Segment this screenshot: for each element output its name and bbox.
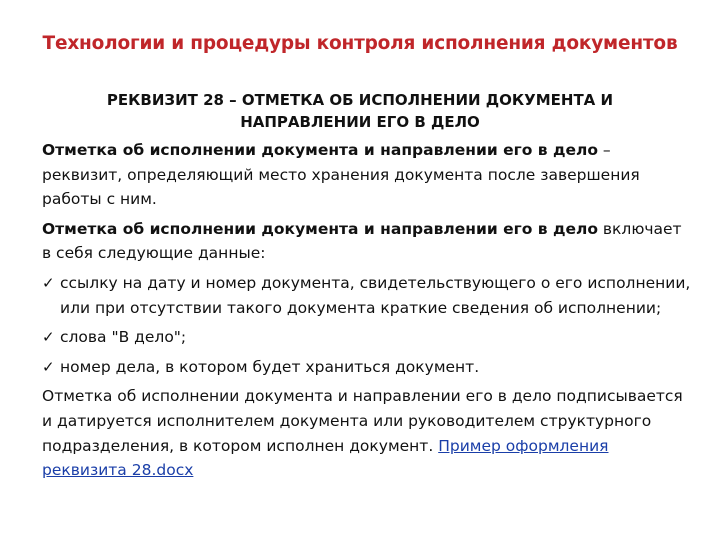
data-list	[42, 271, 694, 379]
section-heading-line-1: РЕКВИЗИТ 28 – ОТМЕТКА ОБ ИСПОЛНЕНИИ ДОКУМЕНТА И	[106, 91, 614, 109]
signing-paragraph	[42, 384, 694, 482]
checkmark-icon: ✓	[42, 273, 55, 292]
definition-text: – реквизит, определяющий место хранения документа после завершения работы с ним.	[42, 141, 640, 209]
contents-paragraph	[42, 217, 694, 266]
list-item-text: номер дела, в котором будет храниться документ.	[60, 357, 480, 376]
definition-paragraph	[42, 138, 694, 212]
checkmark-icon: ✓	[42, 357, 55, 376]
example-document-link[interactable]: Пример оформления реквизита 28.docx	[42, 436, 609, 480]
slide-title: Технологии и процедуры контроля исполнения документов	[42, 33, 678, 54]
term-bold: Отметка об исполнении документа и направлении его в дело	[42, 141, 598, 159]
slide-body	[42, 138, 694, 488]
section-heading	[60, 89, 660, 133]
section-heading-line-2: НАПРАВЛЕНИИ ЕГО В ДЕЛО	[240, 113, 480, 131]
term-bold: Отметка об исполнении документа и направлении его в дело	[42, 219, 598, 238]
contents-intro-text: включает в себя следующие данные:	[42, 219, 682, 263]
list-item	[42, 271, 694, 320]
list-item	[42, 355, 694, 380]
list-item-text: слова "В дело";	[60, 328, 187, 347]
signing-text: Отметка об исполнении документа и направлении его в дело подписывается и датируется исполнителем документа или руководителем структурного подразделения, в котором исполнен документ.	[42, 387, 683, 455]
list-item	[42, 325, 694, 350]
list-item-text: ссылку на дату и номер документа, свидетельствующего о его исполнении, или при отсутствии такого документа краткие сведения об исполнении;	[60, 273, 691, 317]
checkmark-icon: ✓	[42, 328, 55, 347]
